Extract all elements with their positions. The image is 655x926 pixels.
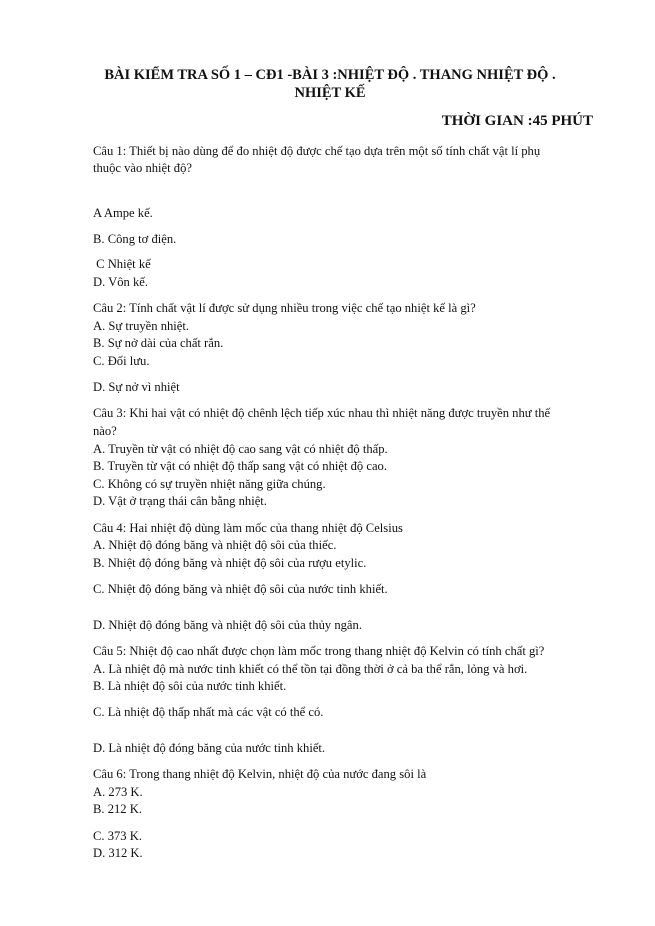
question-5-text: Câu 5: Nhiệt độ cao nhất được chọn làm mốc trong thang nhiệt độ Kelvin có tính chất gì? xyxy=(93,644,545,658)
question-1-text-cont: thuộc vào nhiệt độ? xyxy=(93,161,192,175)
exam-title-line-2: NHIỆT KẾ xyxy=(294,85,366,101)
question-6-text: Câu 6: Trong thang nhiệt độ Kelvin, nhiệt độ của nước đang sôi là xyxy=(93,767,427,781)
question-3-option-b: B. Truyền từ vật có nhiệt độ thấp sang vật có nhiệt độ cao. xyxy=(93,459,387,473)
question-6-option-a: A. 273 K. xyxy=(93,785,143,799)
question-2-option-d: D. Sự nở vì nhiệt xyxy=(93,380,180,394)
question-5-option-c: C. Là nhiệt độ thấp nhất mà các vật có thể có. xyxy=(93,705,324,719)
question-2-text: Câu 2: Tính chất vật lí được sử dụng nhiều trong việc chế tạo nhiệt kế là gì? xyxy=(93,301,476,315)
question-6-option-b: B. 212 K. xyxy=(93,802,142,816)
question-3-option-c: C. Không có sự truyền nhiệt năng giữa chúng. xyxy=(93,477,326,491)
question-3-text-cont: nào? xyxy=(93,424,117,438)
question-6-option-d: D. 312 K. xyxy=(93,846,143,860)
question-1-text: Câu 1: Thiết bị nào dùng để đo nhiệt độ được chế tạo dựa trên một số tính chất vật lí phụ xyxy=(93,144,541,158)
question-2-option-c: C. Đối lưu. xyxy=(93,354,150,368)
question-2-option-a: A. Sự truyền nhiệt. xyxy=(93,319,190,333)
question-2-option-b: B. Sự nở dài của chất rắn. xyxy=(93,336,224,350)
question-4-text: Câu 4: Hai nhiệt độ dùng làm mốc của thang nhiệt độ Celsius xyxy=(93,521,403,535)
exam-title-line-1: BÀI KIỂM TRA SỐ 1 – CĐ1 -BÀI 3 :NHIỆT ĐỘ . THANG NHIỆT ĐỘ . xyxy=(104,67,556,83)
question-4-option-d: D. Nhiệt độ đóng băng và nhiệt độ sôi của thủy ngân. xyxy=(93,618,362,632)
question-5-option-b: B. Là nhiệt độ sôi của nước tinh khiết. xyxy=(93,679,287,693)
question-4-option-b: B. Nhiệt độ đóng băng và nhiệt độ sôi của rượu etylic. xyxy=(93,556,367,570)
question-4-option-a: A. Nhiệt độ đóng băng và nhiệt độ sôi của thiếc. xyxy=(93,538,337,552)
exam-time: THỜI GIAN :45 PHÚT xyxy=(441,113,593,129)
question-1-option-d: D. Vôn kế. xyxy=(93,275,149,289)
question-6-option-c: C. 373 K. xyxy=(93,829,142,843)
question-5-option-a: A. Là nhiệt độ mà nước tinh khiết có thể tồn tại đồng thời ở cả ba thể rắn, lỏng và hơi. xyxy=(93,662,528,676)
question-3-option-a: A. Truyền từ vật có nhiệt độ cao sang vật có nhiệt độ thấp. xyxy=(93,442,388,456)
question-1-option-b: B. Công tơ điện. xyxy=(93,232,177,246)
question-3-text: Câu 3: Khi hai vật có nhiệt độ chênh lệch tiếp xúc nhau thì nhiệt năng được truyền như thế xyxy=(93,406,551,420)
question-1-option-c: C Nhiệt kế xyxy=(93,257,151,271)
question-5-option-d: D. Là nhiệt độ đóng băng của nước tinh khiết. xyxy=(93,741,326,755)
question-3-option-d: D. Vật ở trạng thái cân bằng nhiệt. xyxy=(93,494,267,508)
question-1-option-a: A Ampe kế. xyxy=(93,206,153,220)
question-4-option-c: C. Nhiệt độ đóng băng và nhiệt độ sôi của nước tinh khiết. xyxy=(93,582,388,596)
